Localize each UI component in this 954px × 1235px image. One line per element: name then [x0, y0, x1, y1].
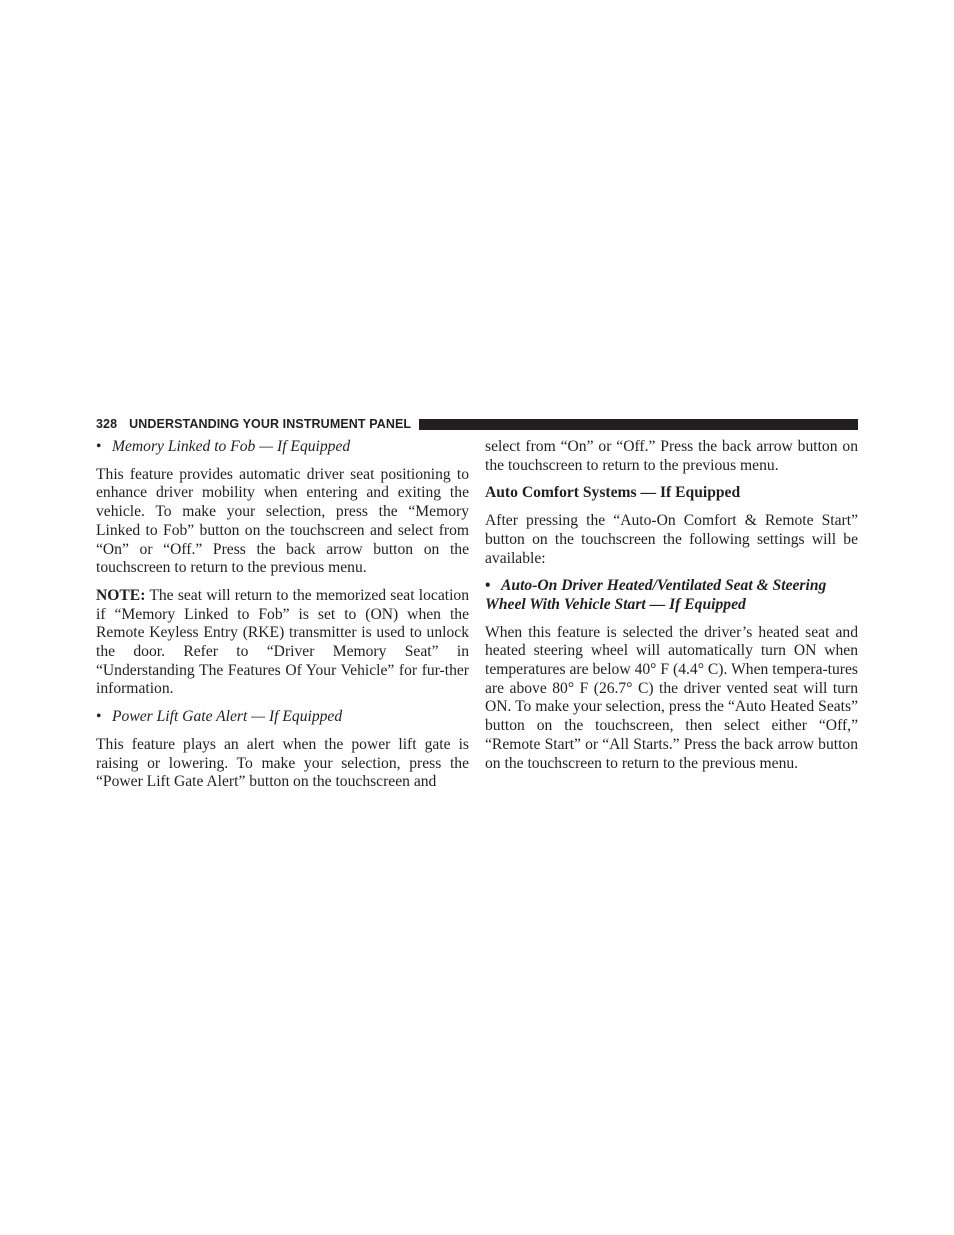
right-column [485, 438, 858, 782]
bullet-label: Power Lift Gate Alert — If Equipped [112, 708, 343, 726]
auto-comfort-heading: Auto Comfort Systems — If Equipped [485, 484, 741, 502]
left-column [96, 438, 469, 801]
header-rule-bar [419, 419, 858, 430]
page-number: 328 [96, 417, 118, 431]
page-header [96, 417, 858, 431]
note-paragraph [96, 587, 469, 699]
section-title: UNDERSTANDING YOUR INSTRUMENT PANEL [129, 417, 412, 431]
memory-linked-paragraph: This feature provides automatic driver seat positioning to enhance driver mobility when entering and exiting the vehicle. To make your selection, press the “Memory Linked to Fob” button on the touchscreen and select from “On” or “Off.” Press the back arrow button on the touchscreen to return to the previous menu. [96, 465, 469, 577]
bullet-icon: • [485, 577, 491, 595]
note-label: NOTE: [96, 586, 146, 604]
bullet-icon: • [96, 708, 102, 726]
bullet-label: Auto-On Driver Heated/Ventilated Seat & Steering Wheel With Vehicle Start — If Equipped [485, 577, 827, 613]
bullet-memory-linked-to-fob [96, 438, 469, 457]
power-lift-gate-paragraph: This feature plays an alert when the power lift gate is raising or lowering. To make your selection, press the “Power Lift Gate Alert” button on the touchscreen and [96, 735, 469, 791]
auto-comfort-paragraph: After pressing the “Auto-On Comfort & Remote Start” button on the touchscreen the following settings will be available: [485, 512, 858, 567]
bullet-power-lift-gate-alert [96, 708, 469, 727]
note-text: The seat will return to the memorized seat location if “Memory Linked to Fob” is set to (ON) when the Remote Keyless Entry (RKE) transmitter is used to unlock the door. Refer to “Driver Memory Seat” in “Understanding The Features Of Your Vehicle” for fur-ther information. [96, 586, 469, 698]
auto-on-paragraph: When this feature is selected the driver’s heated seat and heated steering wheel will automatically turn ON when temperatures are below 40° F (4.4° C). When tempera-tures are above 80° F (26.7° C) the driver vented seat will turn ON. To make your selection, press the “Auto Heated Seats” button on the touchscreen, then select either “Off,” “Remote Start” or “All Starts.” Press the back arrow button on the touchscreen to return to the previous menu. [485, 623, 858, 772]
continued-paragraph: select from “On” or “Off.” Press the back arrow button on the touchscreen to return to the previous menu. [485, 438, 858, 474]
bullet-label: Memory Linked to Fob — If Equipped [112, 438, 351, 455]
bullet-icon: • [96, 438, 102, 455]
bullet-auto-on-driver-seat [485, 577, 858, 614]
